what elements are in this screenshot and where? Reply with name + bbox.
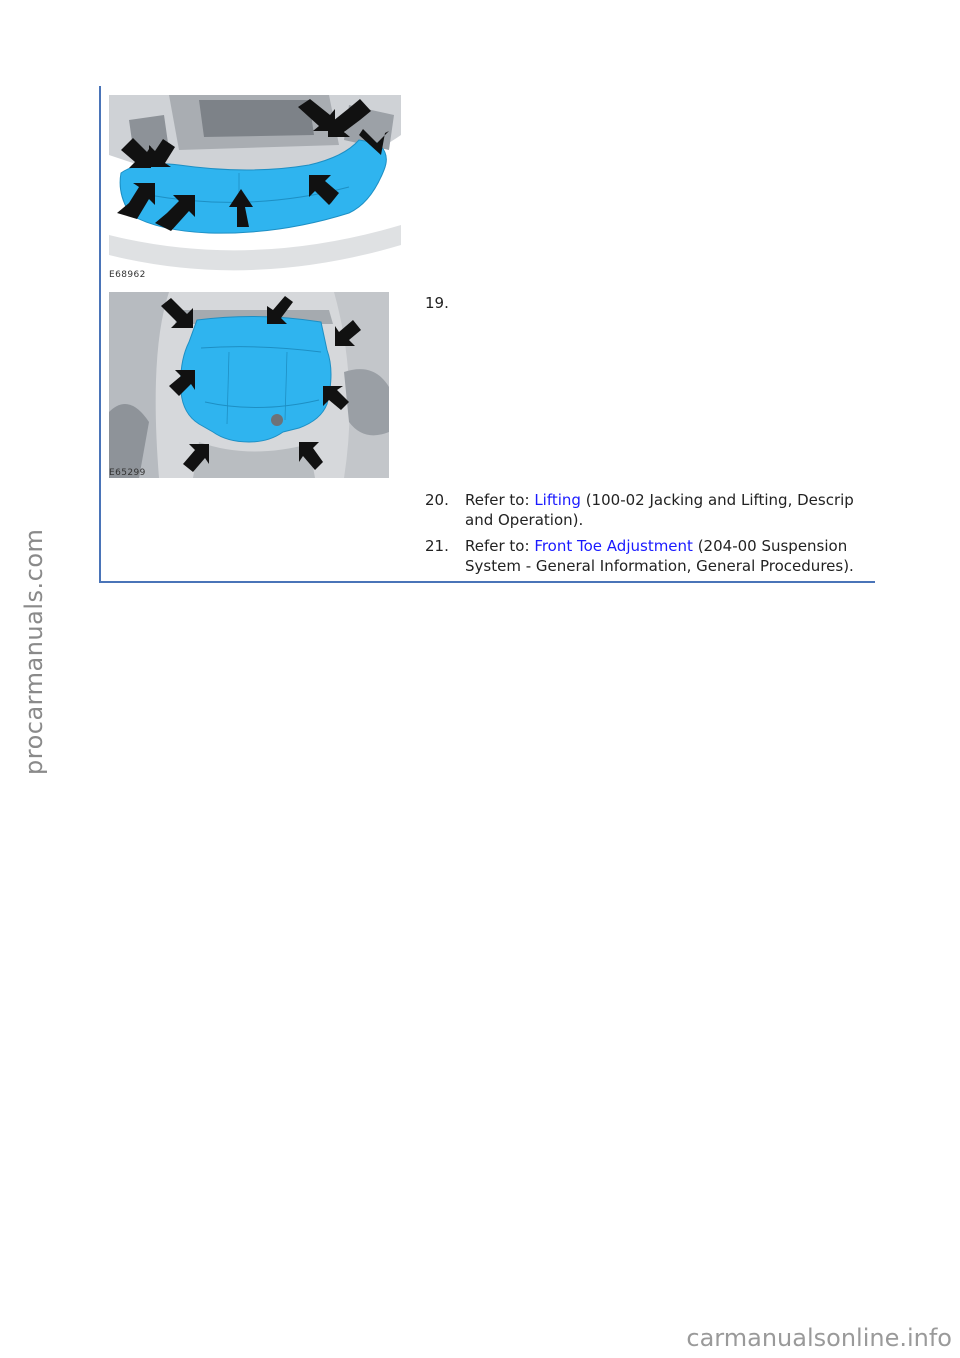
step-prefix: Refer to:	[465, 537, 535, 555]
step-text	[465, 536, 877, 576]
watermark-procarmanuals: procarmanuals.com	[20, 528, 48, 775]
figure-label: E65299	[109, 468, 146, 478]
watermark-carmanualsonline: carmanualsonline.info	[686, 1324, 952, 1352]
figure-engine-undershield	[109, 292, 389, 478]
procedure-step	[425, 536, 854, 575]
step-number: 20.	[425, 491, 449, 509]
step-suffix: (100-02 Jacking and Lifting, Descrip	[580, 491, 854, 509]
procedure-step	[425, 490, 854, 529]
step-suffix: (204-00 Suspension	[692, 537, 848, 555]
procedure-step	[425, 293, 465, 313]
figure-undertray-front	[109, 95, 401, 280]
step-line2: and Operation).	[465, 511, 584, 529]
lifting-link[interactable]: Lifting	[534, 491, 581, 509]
step-line2: System - General Information, General Procedures).	[465, 557, 854, 575]
figure-label: E68962	[109, 270, 146, 280]
front-toe-adjustment-link[interactable]: Front Toe Adjustment	[534, 537, 693, 555]
step-prefix: Refer to:	[465, 491, 535, 509]
step-number: 19.	[425, 294, 449, 312]
procedure-frame	[99, 86, 875, 583]
step-text	[465, 490, 877, 530]
step-number: 21.	[425, 537, 449, 555]
